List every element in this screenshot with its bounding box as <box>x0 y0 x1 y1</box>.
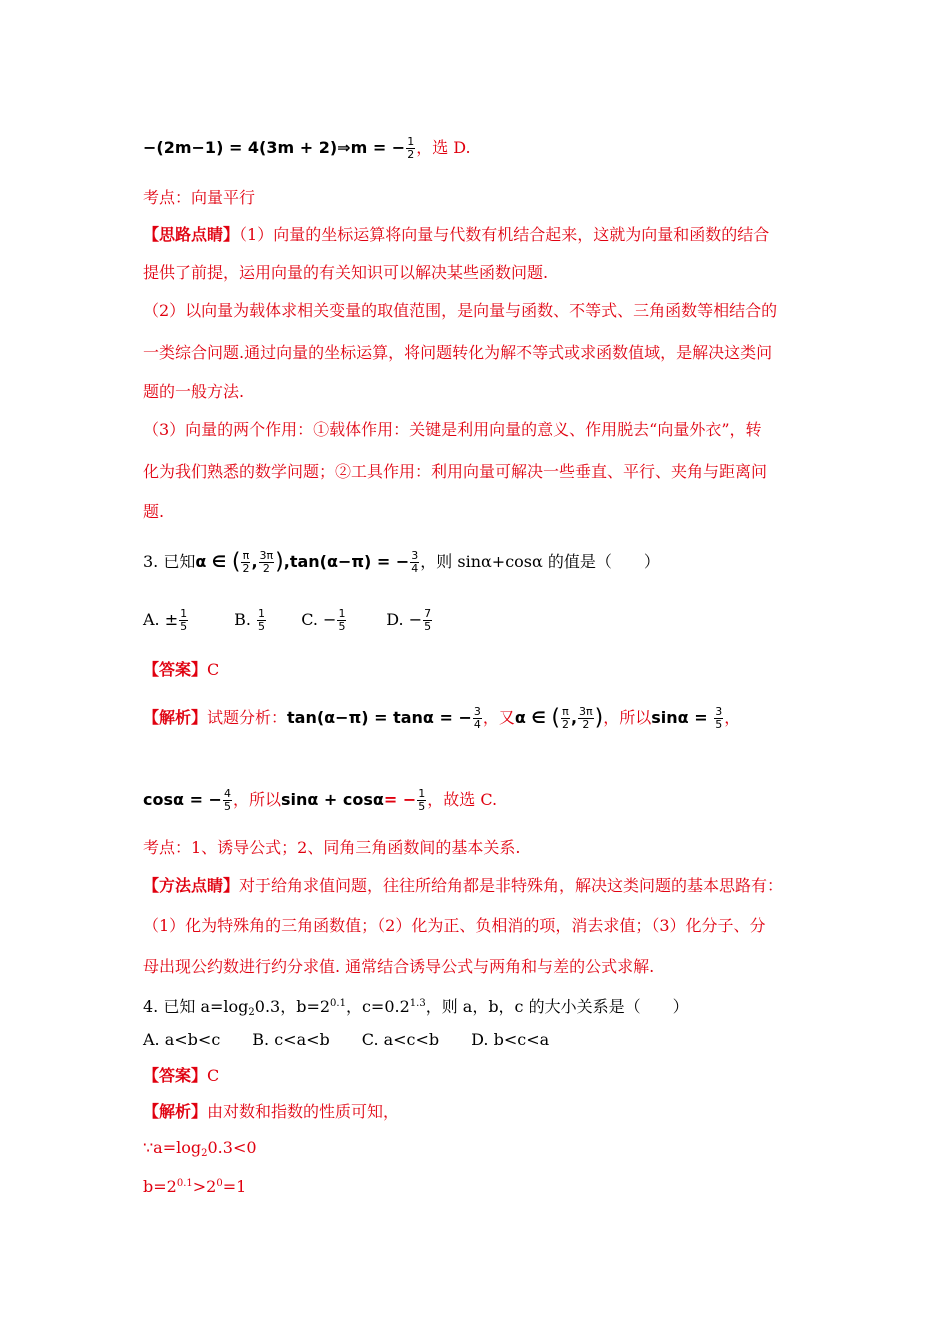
silu-line-7: 化为我们熟悉的数学问题；②工具作用：利用向量可解决一些垂直、平行、夹角与距离问 <box>143 462 768 481</box>
option-d: D. − $\frac{7}{5}$ <box>386 607 432 633</box>
question-3-jiexi-2: cosα = − $\frac{4}{5}$ ，所以sinα + cosα= − $\frac{1}{5}$ ，故选 C. <box>143 787 498 813</box>
fangfa-line-3: 母出现公约数进行约分求值. 通常结合诱导公式与两角和与差的公式求解. <box>143 957 655 976</box>
fraction: $\frac{1}{2}$ <box>407 135 415 161</box>
silu-line-1: 【思路点睛】（1）向量的坐标运算将向量与代数有机结合起来，这就为向量和函数的结合 <box>143 225 770 244</box>
question-3-options <box>143 608 433 633</box>
silu-line-4: 一类综合问题.通过向量的坐标运算，将问题转化为解不等式或求函数值域，是解决这类问 <box>143 343 773 362</box>
option-c: C. − $\frac{1}{5}$ <box>301 607 346 633</box>
silu-line-8: 题. <box>143 502 165 521</box>
silu-tag: 【思路点睛】 <box>143 225 240 244</box>
question-3-stem: 3. 已知α ∈ ( $\frac{\pi}{2}$ , $\frac{3\pi}{2}$ ),tan(α−π) = − $\frac{3}{4}$ ，则 sinα+cosα 的值是（ ） <box>143 549 660 575</box>
silu-line-6: （3）向量的两个作用：①载体作用：关键是利用向量的意义、作用脱去“向量外衣”，转 <box>143 420 762 439</box>
fangfa-line-2: （1）化为特殊角的三角函数值；（2）化为正、负相消的项，消去求值；（3）化分子、分 <box>143 916 766 935</box>
silu-line-2: 提供了前提，运用向量的有关知识可以解决某些函数问题. <box>143 263 549 282</box>
question-4-step-2: $b=2^{0.1}>2^0=1$ <box>143 1177 247 1196</box>
silu-line-5: 题的一般方法. <box>143 382 245 401</box>
equation-line <box>143 136 471 161</box>
fangfa-line-1: 【方法点睛】对于给角求值问题，往往所给角都是非特殊角，解决这类问题的基本思路有： <box>143 876 784 895</box>
option-b: B. $\frac{1}{5}$ <box>234 607 266 633</box>
question-3-jiexi-1: 【解析】试题分析：tan(α−π) = tanα = − $\frac{3}{4}$ ，又α ∈ ( $\frac{\pi}{2}$ , $\frac{3\pi}{2}$ )，所以sinα = $\frac{3}{5}$ ， <box>143 705 741 731</box>
choice-text: ，选 D. <box>416 138 471 157</box>
option-a: A. ± $\frac{1}{5}$ <box>143 607 188 633</box>
question-4-jiexi: 【解析】由对数和指数的性质可知， <box>143 1102 400 1121</box>
question-3-kaodian: 考点：1、诱导公式；2、同角三角函数间的基本关系. <box>143 838 521 857</box>
question-4-answer: 【答案】C <box>143 1066 220 1085</box>
question-4-step-1: $\because a=\log_20.3<0$ <box>143 1138 257 1159</box>
question-4-options: A. a<b<c B. c<a<b C. a<c<b D. b<c<a <box>143 1030 550 1049</box>
question-4-stem: 4. 已知 $a=\log_20.3$，$b=2^{0.1}$，$c=0.2^{1.3}$，则 a，b，c 的大小关系是（ ） <box>143 997 689 1018</box>
kaodian-1: 考点：向量平行 <box>143 188 256 207</box>
equation: −(2m−1) = 4(3m + 2)⇒m = − <box>143 138 406 157</box>
question-3-answer: 【答案】C <box>143 660 220 679</box>
silu-line-3: （2）以向量为载体求相关变量的取值范围，是向量与函数、不等式、三角函数等相结合的 <box>143 301 778 320</box>
